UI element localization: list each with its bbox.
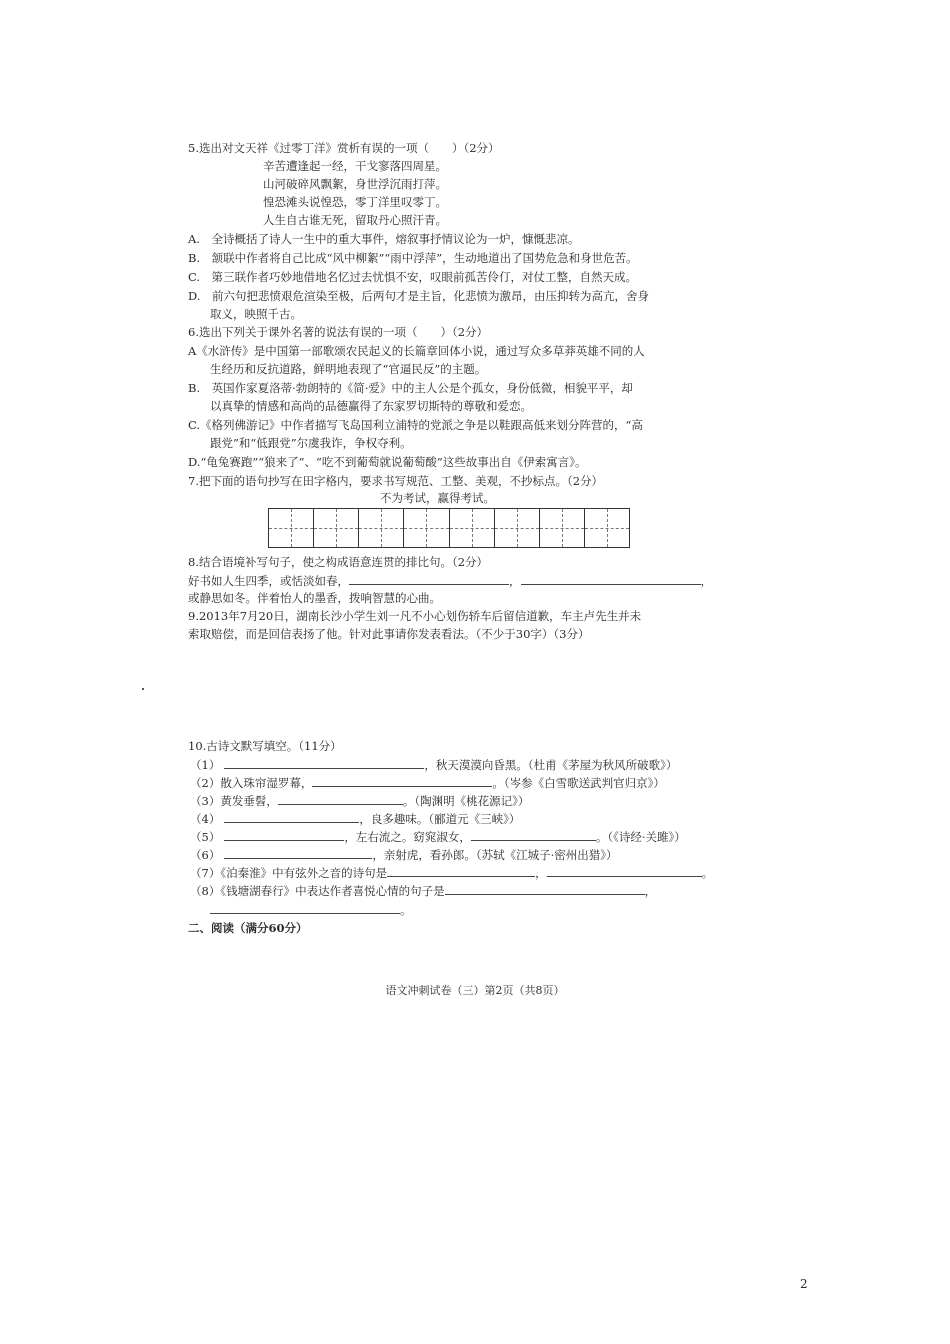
q10-blank-7b[interactable] <box>547 864 702 877</box>
item-1-text: ，秋天漠漠向昏黑。（杜甫《茅屋为秋风所破歌》） <box>424 758 678 772</box>
q8-blank-1[interactable] <box>349 572 509 585</box>
item-8-text: 。 <box>400 903 412 917</box>
q8-line-1: 好书如人生四季，或恬淡如春， ， ， <box>188 574 712 588</box>
grid-cell[interactable] <box>450 509 495 547</box>
item-7-text: 。 <box>701 866 714 880</box>
item-4-number: （4） <box>190 812 221 826</box>
q10-blank-7a[interactable] <box>387 864 535 877</box>
q9-line-2: 索取赔偿，而是回信表扬了他。针对此事请你发表看法。（不少于30字）（3分） <box>188 627 590 641</box>
q5-option-b: B. 颔联中作者将自己比成“风中柳絮”“雨中浮萍”，生动地道出了国势危急和身世危苦。 <box>188 251 638 265</box>
q10-stem: 10.古诗文默写填空。（11分） <box>188 739 342 753</box>
poem-line-4: 人生自古谁无死，留取丹心照汗青。 <box>263 213 447 227</box>
q8-prompt: 好书如人生四季，或恬淡如春， <box>188 574 349 588</box>
q10-blank-4[interactable] <box>224 810 359 823</box>
q6-option-b-cont: 以真挚的情感和高尚的品德赢得了东家罗切斯特的尊敬和爱恋。 <box>210 399 532 413</box>
q8-line-2: 或静思如冬。伴着怡人的墨香，拨响智慧的心曲。 <box>188 591 441 605</box>
q10-blank-3[interactable] <box>278 792 403 805</box>
q10-item-3 <box>190 792 529 810</box>
item-6-text: ，亲射虎，看孙郎。（苏轼《江城子·密州出猎》） <box>372 848 618 862</box>
grid-cell[interactable] <box>404 509 449 547</box>
q5-option-a: A. 全诗概括了诗人一生中的重大事件，熔叙事抒情议论为一炉，慷慨悲凉。 <box>188 232 580 246</box>
grid-cell[interactable] <box>540 509 585 547</box>
q6-option-b: B. 英国作家夏洛蒂·勃朗特的《简·爱》中的主人公是个孤女，身份低微，相貌平平，却 <box>188 381 633 395</box>
item-5-middle: ，左右流之。窈窕淑女， <box>344 830 471 844</box>
q10-item-4 <box>190 810 520 828</box>
q10-item-8: （8）《钱塘湖春行》中表达作者喜悦心情的句子是 ， <box>190 884 657 898</box>
grid-cell[interactable] <box>585 509 629 547</box>
item-4-text: ，良多趣味。（郦道元《三峡》） <box>359 812 521 826</box>
page-footer: 语文冲刺试卷（三）第2页（共8页） <box>385 984 565 997</box>
q10-blank-6[interactable] <box>224 846 372 859</box>
item-2-number: （2）散入珠帘湿罗幕， <box>190 776 313 790</box>
q5-option-c: C. 第三联作者巧妙地借地名忆过去忧惧不安，叹眼前孤苦伶仃，对仗工整，自然天成。 <box>188 270 638 284</box>
q5-option-d-cont: 取义，映照千古。 <box>210 307 302 321</box>
q10-blank-5b[interactable] <box>471 828 596 841</box>
q10-item-5 <box>190 828 686 846</box>
q10-blank-8b[interactable] <box>210 901 400 914</box>
q8-blank-2[interactable] <box>521 572 701 585</box>
item-5-number: （5） <box>190 830 221 844</box>
q5-option-d: D. 前六句把悲愤艰危渲染至极，后两句才是主旨，化悲愤为激昂，由压抑转为高亢，舍身 <box>188 289 649 303</box>
q10-blank-1[interactable] <box>224 756 424 769</box>
poem-line-1: 辛苦遭逢起一经，干戈寥落四周星。 <box>263 159 447 173</box>
q10-blank-2[interactable] <box>312 774 492 787</box>
item-5-text: 。（《诗经·关雎》） <box>595 830 686 844</box>
tianzige-grid[interactable] <box>268 508 630 548</box>
page-number: 2 <box>800 1277 808 1291</box>
grid-cell[interactable] <box>359 509 404 547</box>
scan-speck <box>142 688 144 690</box>
poem-line-2: 山河破碎风飘絮，身世浮沉雨打萍。 <box>263 177 447 191</box>
item-1-number: （1） <box>190 758 221 772</box>
poem-line-3: 惶恐滩头说惶恐，零丁洋里叹零丁。 <box>263 195 447 209</box>
item-2-text: 。（岑参《白雪歌送武判官归京》） <box>492 776 665 790</box>
section-2-heading: 二、阅读（满分60分） <box>188 921 308 935</box>
q6-stem: 6.选出下列关于课外名著的说法有误的一项（ ）（2分） <box>188 325 489 339</box>
q10-blank-5a[interactable] <box>224 828 344 841</box>
item-3-number: （3）黄发垂髫， <box>190 794 278 808</box>
q6-option-a: A《水浒传》是中国第一部歌颂农民起义的长篇章回体小说，通过写众多草莽英雄不同的人 <box>188 344 645 358</box>
q8-stem: 8.结合语境补写句子，使之构成语意连贯的排比句。（2分） <box>188 555 489 569</box>
grid-cell[interactable] <box>269 509 314 547</box>
q7-stem: 7.把下面的语句抄写在田字格内，要求书写规范、工整、美观，不抄标点。（2分） <box>188 474 604 488</box>
q10-item-1 <box>190 756 677 774</box>
q10-item-8-cont <box>210 901 412 919</box>
item-8-number: （8）《钱塘湖春行》中表达作者喜悦心情的句子是 <box>190 884 445 898</box>
item-6-number: （6） <box>190 848 221 862</box>
q6-option-c: C.《格列佛游记》中作者描写飞岛国利立浦特的党派之争是以鞋跟高低来划分阵营的，“高 <box>188 418 643 432</box>
grid-cell[interactable] <box>314 509 359 547</box>
q7-sentence: 不为考试，赢得考试。 <box>380 491 495 505</box>
q6-option-a-cont: 生经历和反抗道路，鲜明地表现了“官逼民反”的主题。 <box>210 362 487 376</box>
item-7-number: （7）《泊秦淮》中有弦外之音的诗句是 <box>190 866 388 880</box>
item-3-text: 。（陶渊明《桃花源记》） <box>402 794 530 808</box>
q10-item-2 <box>190 774 665 792</box>
q6-option-c-cont: 跟党”和“低跟党”尔虞我诈，争权夺利。 <box>210 436 412 450</box>
q10-item-7: （7）《泊秦淮》中有弦外之音的诗句是 ， 。 <box>190 866 714 880</box>
q10-blank-8a[interactable] <box>445 882 645 895</box>
q6-option-d: D.“龟兔赛跑”“狼来了”、“吃不到葡萄就说葡萄酸”这些故事出自《伊索寓言》。 <box>188 455 587 469</box>
q10-item-6 <box>190 846 617 864</box>
q5-stem: 5.选出对文天祥《过零丁洋》赏析有误的一项（ ）（2分） <box>188 141 500 155</box>
grid-cell[interactable] <box>495 509 540 547</box>
q9-line-1: 9.2013年7月20日，湖南长沙小学生刘一凡不小心划伤轿车后留信道歉，车主卢先生并未 <box>188 609 642 623</box>
